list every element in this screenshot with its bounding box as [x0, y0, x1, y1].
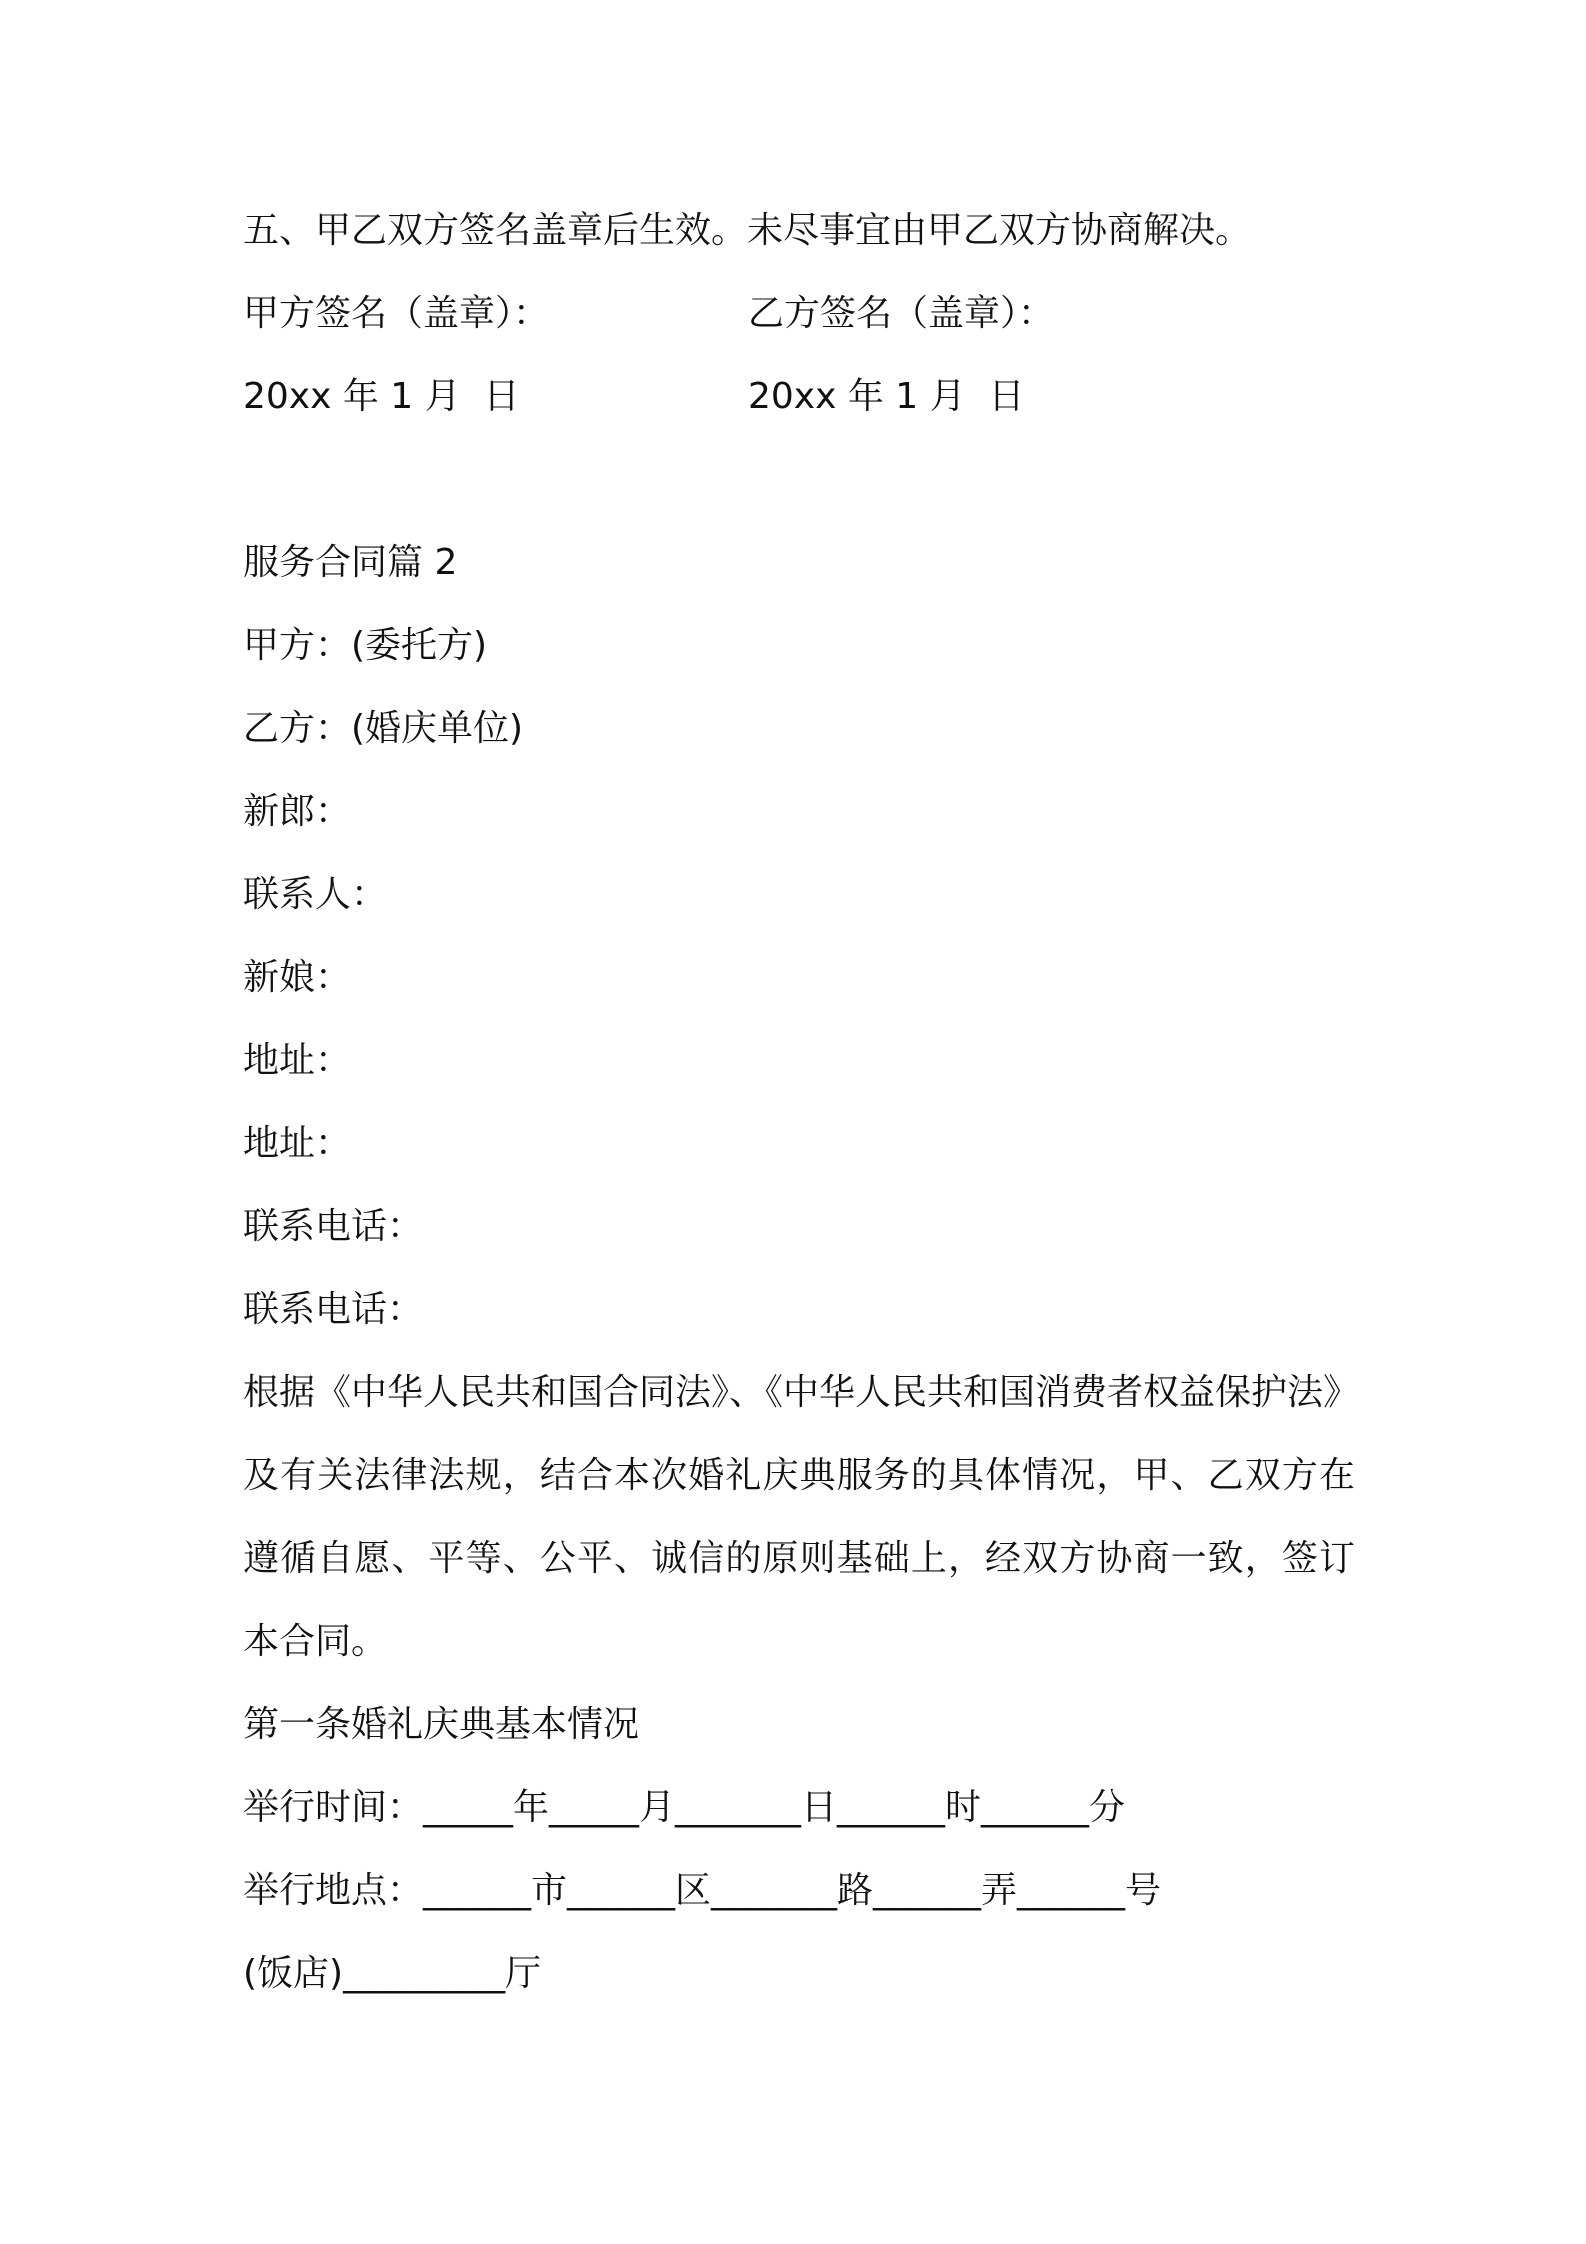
article-1-title: 第一条婚礼庆典基本情况: [243, 1704, 640, 1745]
field-address-1: 地址：: [243, 1040, 352, 1081]
field-party-a: 甲方：(委托方): [243, 625, 488, 666]
field-party-b: 乙方：(婚庆单位): [243, 708, 524, 749]
intro-line-1: 根据《中华人民共和国合同法》、《中华人民共和国消费者权益保护法》: [243, 1372, 1360, 1413]
clause-5: 五、甲乙双方签名盖章后生效。未尽事宜由甲乙双方协商解决。: [243, 210, 1252, 251]
contract-2-title: 服务合同篇 2: [243, 542, 458, 583]
party-a-signature-label: 甲方签名（盖章）：: [243, 293, 550, 334]
intro-line-4: 本合同。: [243, 1621, 388, 1662]
field-address-2: 地址：: [243, 1123, 352, 1164]
party-b-signature-label: 乙方签名（盖章）：: [748, 293, 1055, 334]
field-contact-person: 联系人：: [243, 874, 388, 915]
intro-line-2: 及有关法律法规，结合本次婚礼庆典服务的具体情况，甲、乙双方在: [243, 1455, 1355, 1496]
field-phone-1: 联系电话：: [243, 1206, 424, 1247]
field-bride: 新娘：: [243, 957, 352, 998]
field-groom: 新郎：: [243, 791, 352, 832]
intro-line-3: 遵循自愿、平等、公平、诚信的原则基础上，经双方协商一致，签订: [243, 1538, 1355, 1579]
hotel-hall-line: (饭店)_________厅: [243, 1953, 542, 1994]
party-a-date: 20xx 年 1 月 日: [243, 376, 520, 417]
field-phone-2: 联系电话：: [243, 1289, 424, 1330]
ceremony-place-line: 举行地点：______市______区_______路______弄______号: [243, 1870, 1162, 1911]
party-b-date: 20xx 年 1 月 日: [748, 376, 1025, 417]
ceremony-time-line: 举行时间：_____年_____月_______日______时______分: [243, 1787, 1126, 1828]
